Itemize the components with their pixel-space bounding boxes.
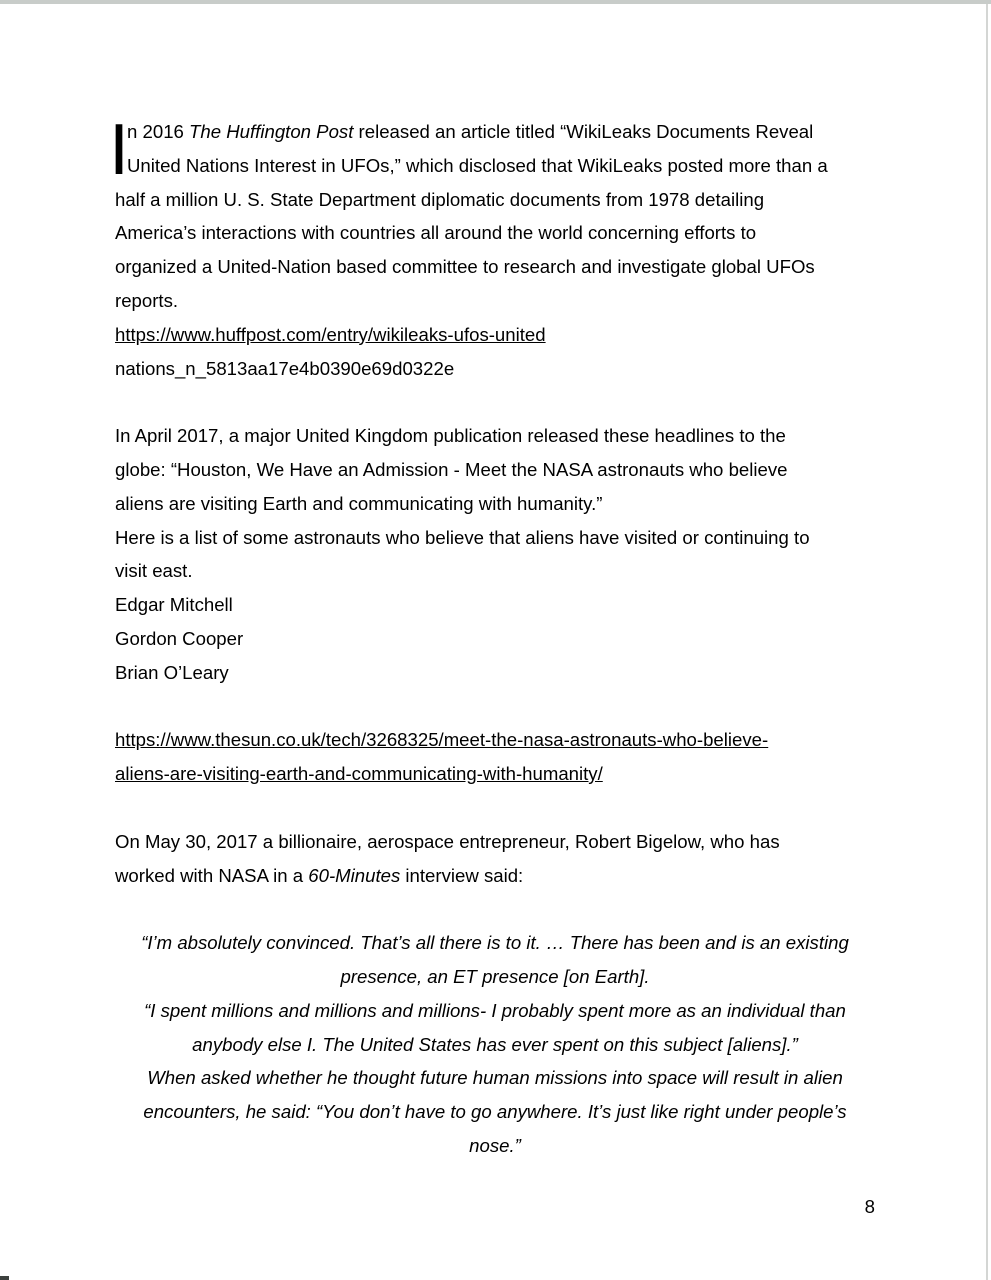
huffpost-link[interactable]: https://www.huffpost.com/entry/wikileaks-ufos-united (115, 323, 546, 345)
text-line: globe: “Houston, We Have an Admission - Meet the NASA astronauts who believe (115, 458, 788, 480)
quote-line: anybody else I. The United States has ever spent on this subject [aliens].” (192, 1033, 798, 1055)
text-line: reports. (115, 289, 179, 311)
paragraph-bigelow (115, 825, 875, 893)
quote-line: “I spent millions and millions and millions- I probably spent more as an individual than (144, 999, 846, 1021)
astronaut-name: Edgar Mitchell (115, 594, 233, 616)
page-top-border (0, 0, 991, 4)
paragraph-uk-publication (115, 419, 875, 588)
sixty-minutes-italic: 60-Minutes (308, 864, 401, 886)
astronaut-list (115, 588, 875, 689)
quote-line: presence, an ET presence [on Earth]. (340, 965, 650, 987)
text-segment: interview said: (400, 864, 524, 886)
text-line: America’s interactions with countries all around the world concerning efforts to (115, 222, 757, 244)
page-content (109, 110, 875, 1224)
text-line: half a million U. S. State Department diplomatic documents from 1978 detailing (115, 188, 765, 210)
thesun-link[interactable]: https://www.thesun.co.uk/tech/3268325/meet-the-nasa-astronauts-who-believe- (115, 729, 769, 751)
corner-artifact (0, 1276, 9, 1280)
quote-line: When asked whether he thought future human missions into space will result in alien (147, 1067, 843, 1089)
text-segment: n 2016 (127, 121, 190, 142)
blank-line (115, 385, 875, 419)
text-segment: released an article titled “WikiLeaks Documents Reveal (353, 121, 814, 142)
astronaut-name: Gordon Cooper (115, 627, 244, 649)
text-segment: worked with NASA in a (115, 864, 309, 886)
quote-line: encounters, he said: “You don’t have to go anywhere. It’s just like right under people’s (143, 1101, 847, 1123)
paragraph-wikileaks (109, 110, 875, 318)
astronaut-name: Brian O’Leary (115, 661, 229, 683)
blank-line (115, 791, 875, 825)
text-line: organized a United-Nation based committee to research and investigate global UFOs (115, 256, 815, 278)
blank-line (115, 690, 875, 724)
text-line: In April 2017, a major United Kingdom publication released these headlines to the (115, 425, 786, 447)
text-line: United Nations Interest in UFOs,” which disclosed that WikiLeaks posted more than a (127, 154, 828, 176)
bigelow-blockquote (115, 926, 875, 1163)
text-line: visit east. (115, 560, 193, 582)
huffpost-link-continuation: nations_n_5813aa17e4b0390e69d0322e (115, 357, 455, 379)
huffington-post-italic: The Huffington Post (189, 121, 354, 142)
text-line: On May 30, 2017 a billionaire, aerospace entrepreneur, Robert Bigelow, who has (115, 830, 780, 852)
blank-line (115, 892, 875, 926)
text-line: Here is a list of some astronauts who believe that aliens have visited or continuing to (115, 526, 810, 548)
page-number: 8 (864, 1195, 875, 1217)
quote-line: “I’m absolutely convinced. That’s all there is to it. … There has been and is an existing (141, 932, 849, 954)
text-line (115, 115, 875, 149)
text-line (115, 859, 875, 893)
text-line: aliens are visiting Earth and communicating with humanity.” (115, 492, 603, 514)
quote-line: nose.” (469, 1134, 521, 1156)
page-right-border (986, 4, 988, 1280)
dropcap-letter: I (109, 110, 130, 190)
thesun-link[interactable]: aliens-are-visiting-earth-and-communicating-with-humanity/ (115, 763, 603, 785)
